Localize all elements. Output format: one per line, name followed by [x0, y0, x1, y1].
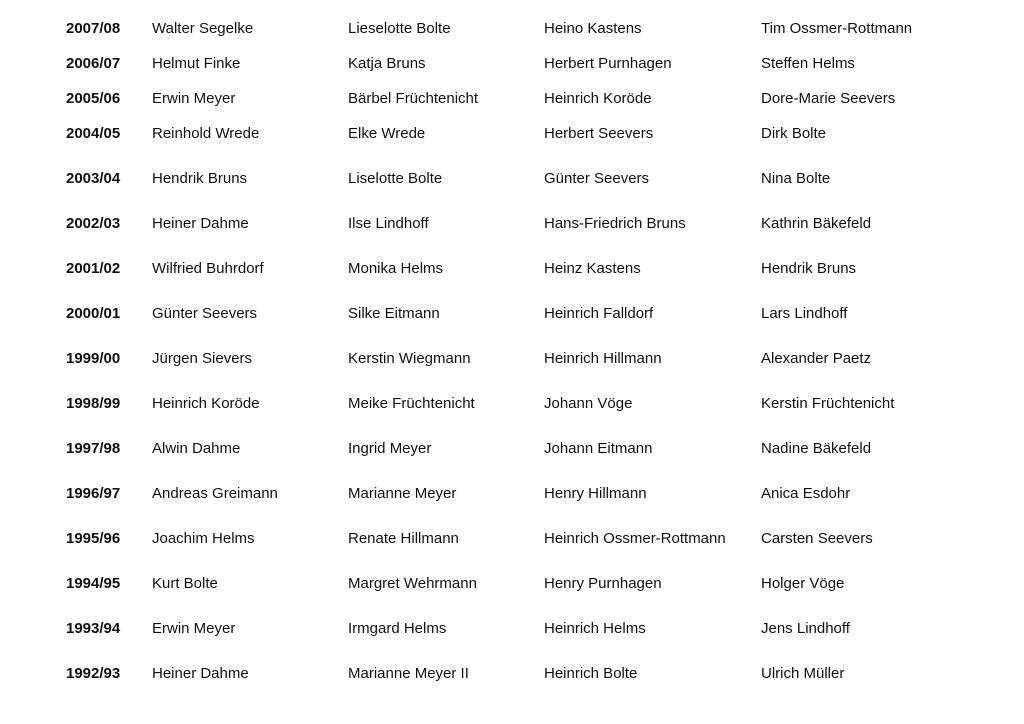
name-cell: Helmut Finke: [152, 55, 241, 72]
table-row: [0, 17, 1024, 41]
table-row: [0, 167, 1024, 191]
name-cell: Kurt Bolte: [152, 575, 218, 592]
name-cell: Monika Helms: [348, 260, 444, 277]
name-cell: Erwin Meyer: [152, 620, 236, 637]
name-cell: Heinrich Koröde: [544, 90, 652, 107]
season-cell: 1993/94: [66, 620, 121, 637]
name-cell: Heino Kastens: [544, 20, 642, 37]
name-cell: Lars Lindhoff: [761, 305, 848, 322]
name-cell: Nina Bolte: [761, 170, 831, 187]
name-cell: Marianne Meyer II: [348, 665, 469, 682]
name-cell: Joachim Helms: [152, 530, 255, 547]
name-cell: Heinrich Ossmer-Rottmann: [544, 530, 726, 547]
season-cell: 2002/03: [66, 215, 121, 232]
name-cell: Andreas Greimann: [152, 485, 278, 502]
name-cell: Elke Wrede: [348, 125, 426, 142]
name-cell: Silke Eitmann: [348, 305, 440, 322]
season-cell: 1994/95: [66, 575, 121, 592]
table-row: [0, 302, 1024, 326]
season-cell: 1998/99: [66, 395, 121, 412]
name-cell: Holger Vöge: [761, 575, 845, 592]
name-cell: Ulrich Müller: [761, 665, 845, 682]
name-cell: Herbert Seevers: [544, 125, 654, 142]
table-row: [0, 527, 1024, 551]
name-cell: Anica Esdohr: [761, 485, 851, 502]
season-cell: 1999/00: [66, 350, 121, 367]
name-cell: Liselotte Bolte: [348, 170, 443, 187]
season-cell: 2000/01: [66, 305, 121, 322]
table-row: [0, 482, 1024, 506]
name-cell: Heinrich Bolte: [544, 665, 638, 682]
name-cell: Alexander Paetz: [761, 350, 872, 367]
table-row: [0, 617, 1024, 641]
season-cell: 1992/93: [66, 665, 121, 682]
name-cell: Wilfried Buhrdorf: [152, 260, 264, 277]
table-row: [0, 212, 1024, 236]
name-cell: Günter Seevers: [152, 305, 258, 322]
name-cell: Dirk Bolte: [761, 125, 827, 142]
name-cell: Hans-Friedrich Bruns: [544, 215, 686, 232]
name-cell: Heinrich Falldorf: [544, 305, 654, 322]
table-row: [0, 87, 1024, 111]
season-cell: 1995/96: [66, 530, 121, 547]
name-cell: Steffen Helms: [761, 55, 855, 72]
name-cell: Irmgard Helms: [348, 620, 447, 637]
table-row: [0, 347, 1024, 371]
name-cell: Hendrik Bruns: [152, 170, 248, 187]
season-cell: 1996/97: [66, 485, 121, 502]
name-cell: Carsten Seevers: [761, 530, 873, 547]
season-cell: 2005/06: [66, 90, 121, 107]
table-row: [0, 257, 1024, 281]
season-cell: 2003/04: [66, 170, 121, 187]
name-cell: Dore-Marie Seevers: [761, 90, 896, 107]
name-cell: Kerstin Wiegmann: [348, 350, 471, 367]
name-cell: Renate Hillmann: [348, 530, 459, 547]
name-cell: Henry Purnhagen: [544, 575, 662, 592]
table-row: [0, 122, 1024, 146]
name-cell: Walter Segelke: [152, 20, 254, 37]
table-row: [0, 437, 1024, 461]
name-cell: Herbert Purnhagen: [544, 55, 672, 72]
name-cell: Günter Seevers: [544, 170, 650, 187]
season-cell: 1997/98: [66, 440, 121, 457]
name-cell: Reinhold Wrede: [152, 125, 260, 142]
name-cell: Heiner Dahme: [152, 665, 249, 682]
name-cell: Jürgen Sievers: [152, 350, 253, 367]
name-cell: Alwin Dahme: [152, 440, 241, 457]
table-row: [0, 572, 1024, 596]
table-row: [0, 392, 1024, 416]
name-cell: Nadine Bäkefeld: [761, 440, 872, 457]
name-cell: Ingrid Meyer: [348, 440, 432, 457]
season-cell: 2004/05: [66, 125, 121, 142]
name-cell: Jens Lindhoff: [761, 620, 850, 637]
season-cell: 2006/07: [66, 55, 121, 72]
name-cell: Johann Eitmann: [544, 440, 653, 457]
table-row: [0, 52, 1024, 76]
name-cell: Tim Ossmer-Rottmann: [761, 20, 913, 37]
name-cell: Marianne Meyer: [348, 485, 457, 502]
name-cell: Heinrich Hillmann: [544, 350, 662, 367]
name-cell: Kathrin Bäkefeld: [761, 215, 872, 232]
name-cell: Lieselotte Bolte: [348, 20, 451, 37]
table-row: [0, 662, 1024, 686]
name-cell: Katja Bruns: [348, 55, 426, 72]
name-cell: Heinrich Koröde: [152, 395, 260, 412]
name-cell: Heiner Dahme: [152, 215, 249, 232]
name-cell: Ilse Lindhoff: [348, 215, 429, 232]
season-cell: 2001/02: [66, 260, 121, 277]
name-cell: Margret Wehrmann: [348, 575, 477, 592]
name-cell: Henry Hillmann: [544, 485, 647, 502]
name-cell: Kerstin Früchtenicht: [761, 395, 895, 412]
season-cell: 2007/08: [66, 20, 121, 37]
name-cell: Bärbel Früchtenicht: [348, 90, 479, 107]
name-cell: Heinrich Helms: [544, 620, 646, 637]
name-cell: Erwin Meyer: [152, 90, 236, 107]
name-cell: Meike Früchtenicht: [348, 395, 475, 412]
name-cell: Hendrik Bruns: [761, 260, 857, 277]
name-cell: Heinz Kastens: [544, 260, 641, 277]
name-cell: Johann Vöge: [544, 395, 633, 412]
